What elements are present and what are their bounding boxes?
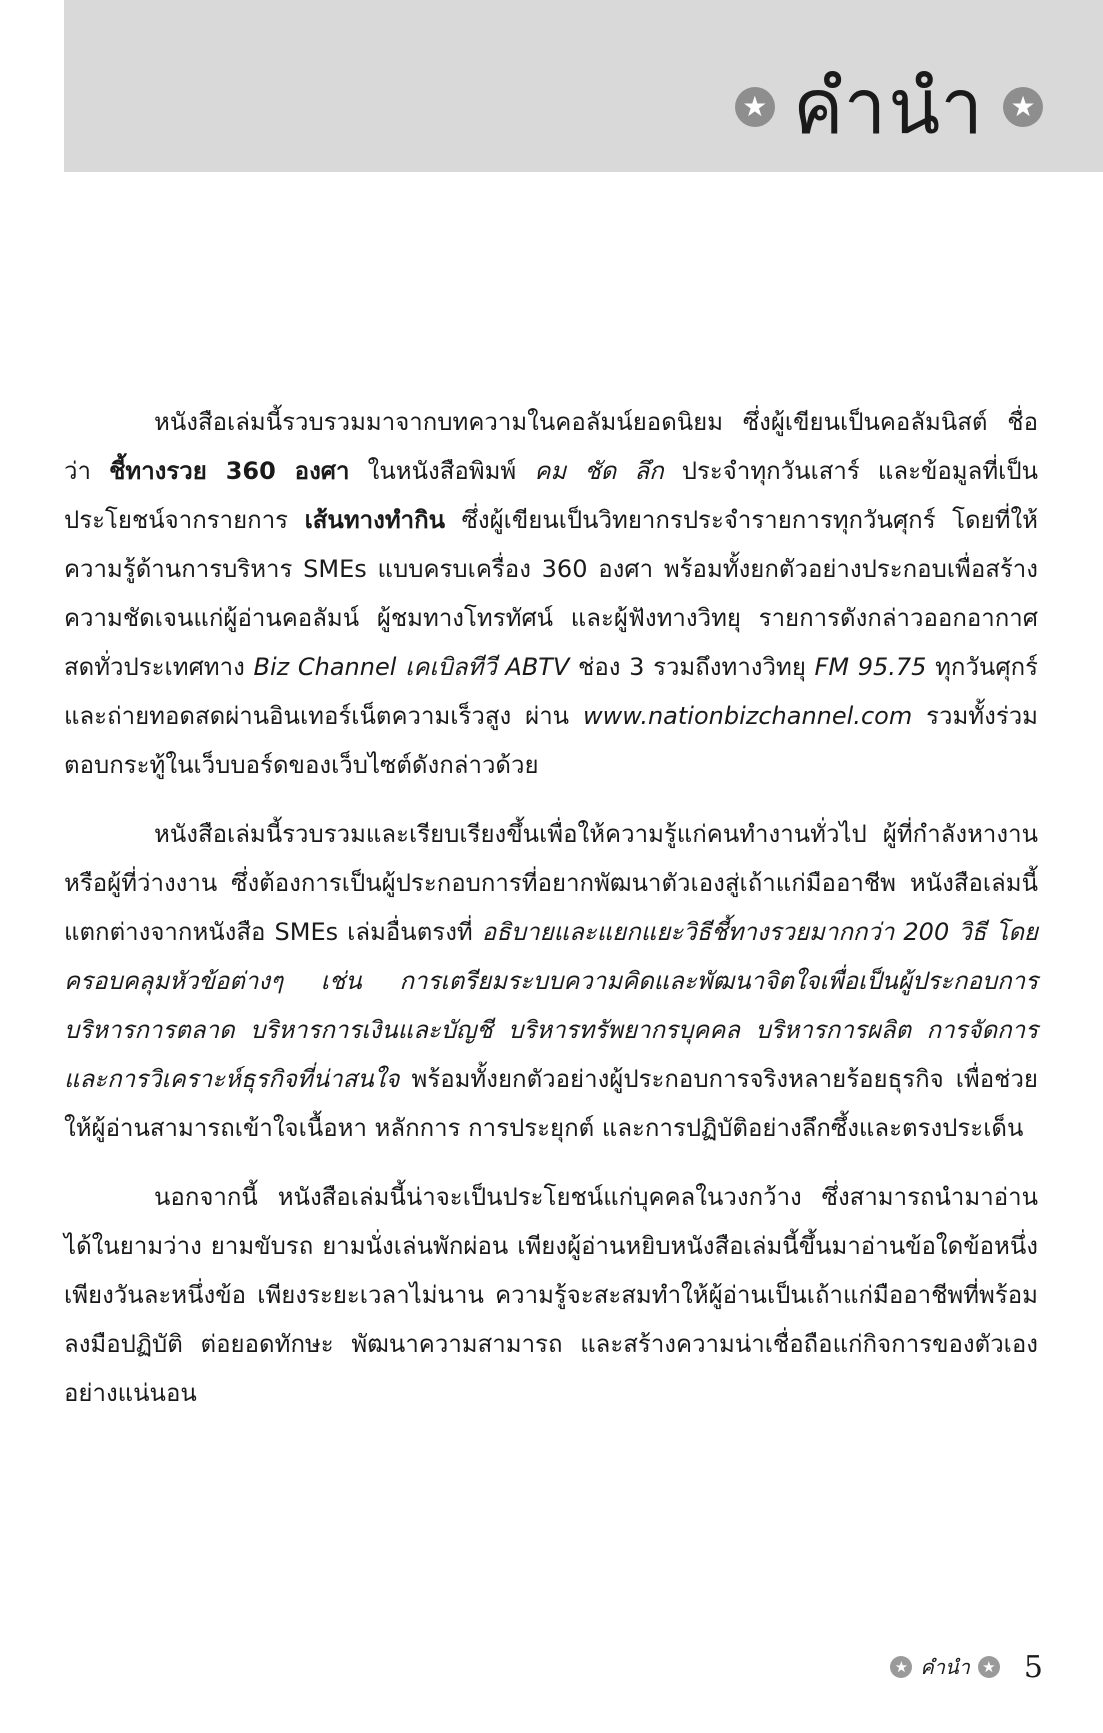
paragraph bbox=[64, 398, 1038, 790]
text-run: ในหนังสือพิมพ์ bbox=[349, 457, 535, 485]
text-run-italic: www.nationbizchannel.com bbox=[582, 702, 913, 730]
paragraph bbox=[64, 1173, 1038, 1418]
header-band bbox=[64, 0, 1103, 172]
text-run: หนังสือเล่มนี้รวบรวมมาจากบทความในคอลัมน์ยอดนิยม ซึ่งผู้เขียนเป็นคอลัมนิสต์ ชื่อว่า bbox=[64, 408, 1038, 485]
text-run-italic: อธิบายและแยกแยะวิธีชี้ทางรวยมากกว่า 200 วิธี โดยครอบคลุมหัวข้อต่างๆ เช่น การเตรียมระบบความคิดและพัฒนาจิตใจเพื่อเป็นผู้ประกอบการ บริหารการตลาด บริหารการเงินและบัญชี บริหารทรัพยากรบุคคล บริหารการผลิต การจัดการ และการวิเคราะห์ธุรกิจที่น่าสนใจ bbox=[64, 918, 1038, 1093]
paragraph bbox=[64, 810, 1038, 1153]
footer-title: คำนำ bbox=[920, 1655, 970, 1679]
preface-body bbox=[64, 398, 1038, 1418]
star-icon: ★ bbox=[978, 1656, 1000, 1678]
text-run: ทุกวันศุกร์และถ่ายทอดสดผ่านอินเทอร์เน็ตความเร็วสูง ผ่าน bbox=[64, 653, 1038, 730]
header-title-row bbox=[735, 52, 1043, 162]
text-run: หนังสือเล่มนี้รวบรวมและเรียบเรียงขึ้นเพื่อให้ความรู้แก่คนทำงานทั่วไป ผู้ที่กำลังหางาน หรือผู้ที่ว่างงาน ซึ่งต้องการเป็นผู้ประกอบการที่อยากพัฒนาตัวเองสู่เถ้าแก่มืออาชีพ หนังสือเล่มนี้แตกต่างจากหนังสือ SMEs เล่มอื่นตรงที่ bbox=[64, 820, 1038, 946]
text-run-italic: Biz Channel เคเบิลทีวี ABTV bbox=[253, 653, 570, 681]
star-icon: ★ bbox=[890, 1656, 912, 1678]
text-run-bold: เส้นทางทำกิน bbox=[304, 506, 446, 534]
text-run: รวมทั้งร่วมตอบกระทู้ในเว็บบอร์ดของเว็บไซต์ดังกล่าวด้วย bbox=[64, 702, 1039, 779]
star-icon: ★ bbox=[735, 87, 775, 127]
text-run-italic: FM 95.75 bbox=[814, 653, 927, 681]
page-footer bbox=[890, 1644, 1043, 1690]
text-run-italic: คม ชัด ลึก bbox=[534, 457, 664, 485]
text-run: พร้อมทั้งยกตัวอย่างผู้ประกอบการจริงหลายร้อยธุรกิจ เพื่อช่วยให้ผู้อ่านสามารถเข้าใจเนื้อหา หลักการ การประยุกต์ และการปฏิบัติอย่างลึกซึ้งและตรงประเด็น bbox=[64, 1065, 1038, 1142]
text-run: ประจำทุกวันเสาร์ และข้อมูลที่เป็นประโยชน์จากรายการ bbox=[64, 457, 1038, 534]
text-run: นอกจากนี้ หนังสือเล่มนี้น่าจะเป็นประโยชน์แก่บุคคลในวงกว้าง ซึ่งสามารถนำมาอ่านได้ในยามว่าง ยามขับรถ ยามนั่งเล่นพักผ่อน เพียงผู้อ่านหยิบหนังสือเล่มนี้ขึ้นมาอ่านข้อใดข้อหนึ่งเพียงวันละหนึ่งข้อ เพียงระยะเวลาไม่นาน ความรู้จะสะสมทำให้ผู้อ่านเป็นเถ้าแก่มืออาชีพที่พร้อมลงมือปฏิบัติ ต่อยอดทักษะ พัฒนาความสามารถ และสร้างความน่าเชื่อถือแก่กิจการของตัวเองอย่างแน่นอน bbox=[64, 1183, 1038, 1407]
page-title: คำนำ bbox=[792, 62, 985, 151]
star-icon: ★ bbox=[1003, 87, 1043, 127]
page-number: 5 bbox=[1023, 1649, 1043, 1685]
text-run: ช่อง 3 รวมถึงทางวิทยุ bbox=[569, 653, 815, 681]
text-run-bold: ชี้ทางรวย 360 องศา bbox=[109, 457, 350, 485]
text-run: ซึ่งผู้เขียนเป็นวิทยากรประจำรายการทุกวันศุกร์ โดยที่ให้ความรู้ด้านการบริหาร SMEs แบบครบเครื่อง 360 องศา พร้อมทั้งยกตัวอย่างประกอบเพื่อสร้างความชัดเจนแก่ผู้อ่านคอลัมน์ ผู้ชมทางโทรทัศน์ และผู้ฟังทางวิทยุ รายการดังกล่าวออกอากาศสดทั่วประเทศทาง bbox=[64, 506, 1038, 681]
